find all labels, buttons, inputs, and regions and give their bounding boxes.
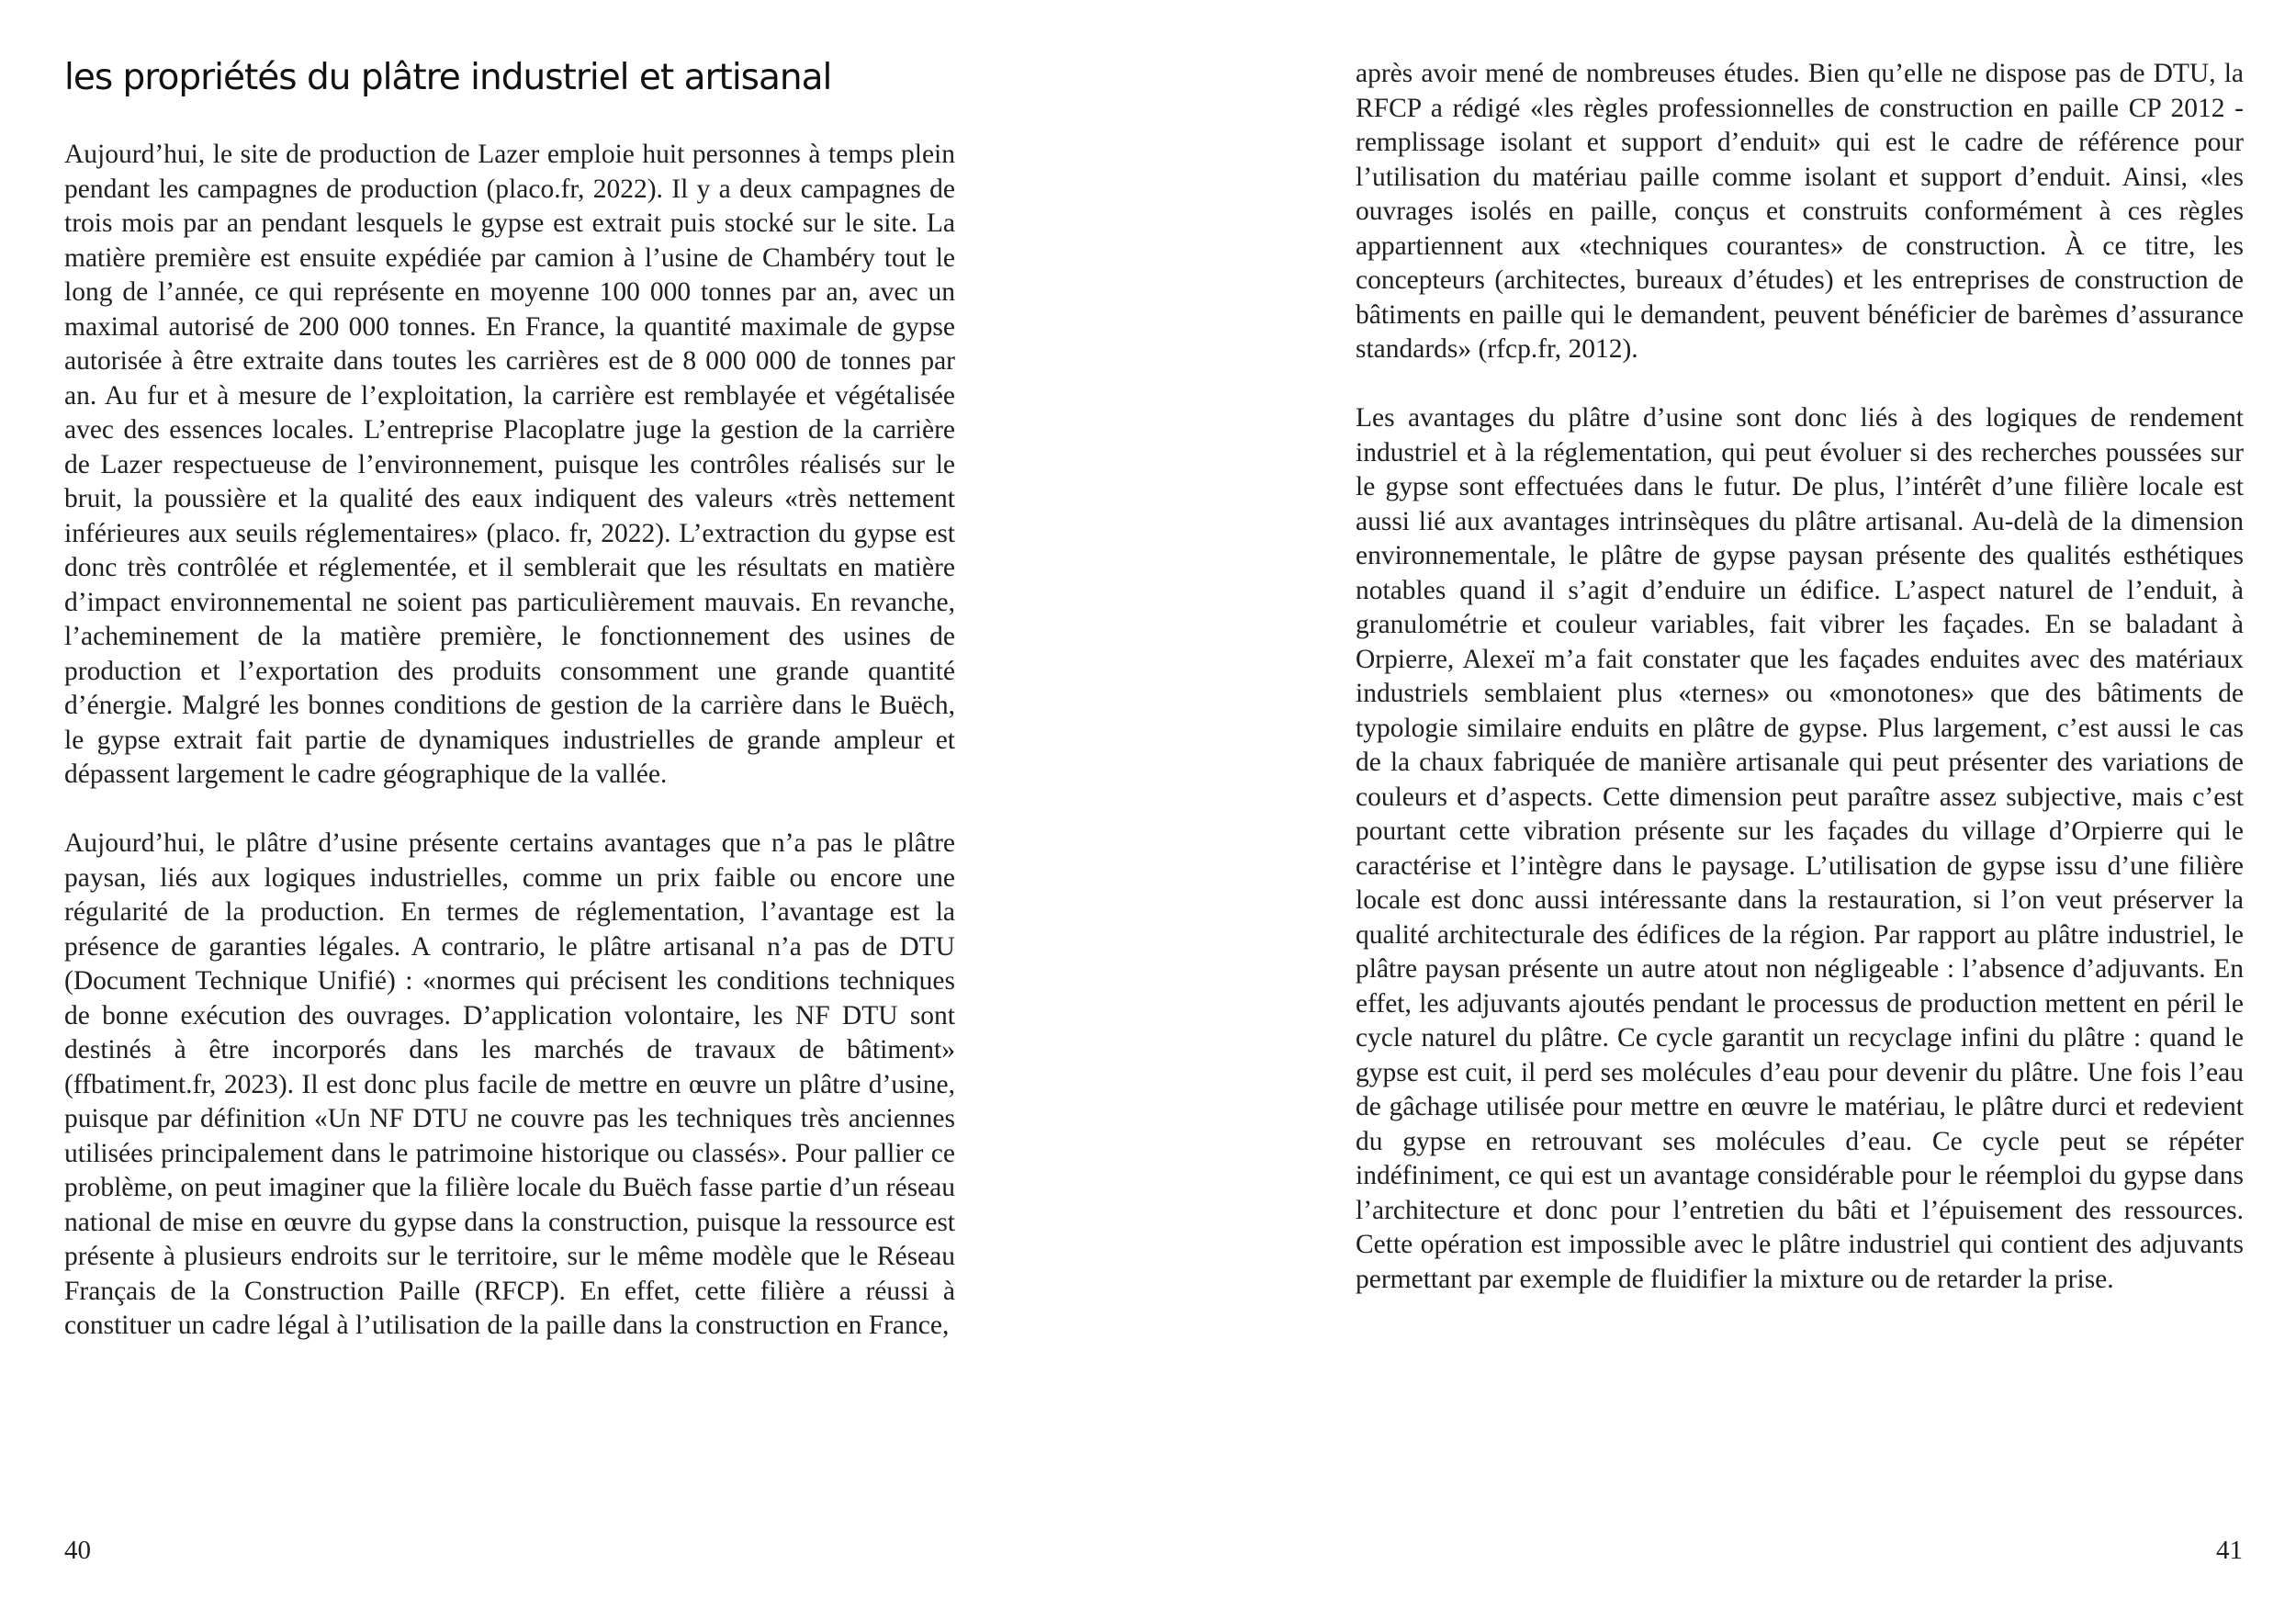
right-text-column — [1356, 57, 2244, 1332]
paragraph: Aujourd’hui, le plâtre d’usine présente certains avantages que n’a pas le plâtre paysan, liés aux logiques industrielles, comme un prix faible ou encore une régularité de la production. En termes de réglementation, l’avantage est la présence de garanties légales. A contrario, le plâtre artisanal n’a pas de DTU (Document Technique Unifié) : «normes qui précisent les conditions techniques de bonne exécution des ouvrages. D’application volontaire, les NF DTU sont destinés à être incorporés dans les marchés de travaux de bâtiment» (ffbatiment.fr, 2023). Il est donc plus facile de mettre en œuvre un plâtre d’usine, puisque par définition «Un NF DTU ne couvre pas les techniques très anciennes utilisées principalement dans le patrimoine historique ou classés». Pour pallier ce problème, on peut imaginer que la filière locale du Buëch fasse partie d’un réseau national de mise en œuvre du gypse dans la construction, puisque la ressource est présente à plusieurs endroits sur le territoire, sur le même modèle que le Réseau Français de la Construction Paille (RFCP). En effet, cette filière a réussi à constituer un cadre légal à l’utilisation de la paille dans la construction en France, — [64, 828, 955, 1340]
paragraph: Aujourd’hui, le site de production de Lazer emploie huit personnes à temps plein pendant les campagnes de production (placo.fr, 2022). Il y a deux campagnes de trois mois par an pendant lesquels le gypse est extrait puis stocké sur le site. La matière première est ensuite expédiée par camion à l’usine de Chambéry tout le long de l’année, ce qui représente en moyenne 100 000 tonnes par an, avec un maximal autorisé de 200 000 tonnes. En France, la quantité maximale de gypse autorisée à être extraite dans toutes les carrières est de 8 000 000 de tonnes par an. Au fur et à mesure de l’exploitation, la carrière est remblayée et végétalisée avec des essences locales. L’entreprise Placoplatre juge la gestion de la carrière de Lazer respectueuse de l’environnement, puisque les contrôles réalisés sur le bruit, la poussière et la qualité des eaux indiquent des valeurs «très nettement inférieures aux seuils réglementaires» (placo. fr, 2022). L’extraction du gypse est donc très contrôlée et réglementée, et il semblerait que les résultats en matière d’impact environnemental ne soient pas particulièrement mauvais. En revanche, l’acheminement de la matière première, le fonctionnement des usines de production et l’exportation des produits consomment une grande quantité d’énergie. Malgré les bonnes conditions de gestion de la carrière dans le Buëch, le gypse extrait fait partie de dynamiques industrielles de grande ampleur et dépassent largement le cadre géographique de la vallée. — [64, 140, 955, 789]
paragraph: après avoir mené de nombreuses études. Bien qu’elle ne dispose pas de DTU, la RFCP a rédigé «les règles professionnelles de construction en paille CP 2012 - remplissage isolant et support d’enduit» qui est le cadre de référence pour l’utilisation du matériau paille comme isolant et support d’enduit. Ainsi, «les ouvrages isolés en paille, conçus et construits conformément à ces règles appartiennent aux «techniques courantes» de construction. À ce titre, les concepteurs (architectes, bureaux d’études) et les entreprises de construction de bâtiments en paille qui le demandent, peuvent bénéficier de barèmes d’assurance standards» (rfcp.fr, 2012). — [1356, 59, 2244, 364]
page-number: 41 — [2216, 1536, 2243, 1565]
page-number: 40 — [64, 1536, 91, 1565]
left-text-column — [64, 138, 955, 1378]
right-page — [1148, 0, 2296, 1621]
paragraph: Les avantages du plâtre d’usine sont donc liés à des logiques de rendement industriel et à la réglementation, qui peut évoluer si des recherches poussées sur le gypse sont effectuées dans le futur. De plus, l’intérêt d’une filière locale est aussi lié aux avantages intrinsèques du plâtre artisanal. Au-delà de la dimension environnementale, le plâtre de gypse paysan présente des qualités esthétiques notables quand il s’agit d’enduire un édifice. L’aspect naturel de l’enduit, à granulométrie et couleur variables, fait vibrer les façades. En se baladant à Orpierre, Alexeï m’a fait constater que les façades enduites avec des matériaux industriels semblaient plus «ternes» ou «monotones» que des bâtiments de typologie similaire enduits en plâtre de gypse. Plus largement, c’est aussi le cas de la chaux fabriquée de manière artisanale qui peut présenter des variations de couleurs et d’aspects. Cette dimension peut paraître assez subjective, mais c’est pourtant cette vibration présente sur les façades du village d’Orpierre qui le caractérise et l’intègre dans le paysage. L’utilisation de gypse issu d’une filière locale est donc aussi intéressante dans la restauration, si l’on veut préserver la qualité architecturale des édifices de la région. Par rapport au plâtre industriel, le plâtre paysan présente un autre atout non négligeable : l’absence d’adjuvants. En effet, les adjuvants ajoutés pendant le processus de production mettent en péril le cycle naturel du plâtre. Ce cycle garantit un recyclage infini du plâtre : quand le gypse est cuit, il perd ses molécules d’eau pour devenir du plâtre. Une fois l’eau de gâchage utilisée pour mettre en œuvre le matériau, le plâtre durci et redevient du gypse en retrouvant ses molécules d’eau. Ce cycle peut se répéter indéfiniment, ce qui est un avantage considérable pour le réemploi du gypse dans l’architecture et donc pour l’entretien du bâti et l’épuisement des ressources. Cette opération est impossible avec le plâtre industriel qui contient des adjuvants permettant par exemple de fluidifier la mixture ou de retarder la prise. — [1356, 403, 2244, 1294]
section-heading: les propriétés du plâtre industriel et artisanal — [64, 57, 832, 98]
